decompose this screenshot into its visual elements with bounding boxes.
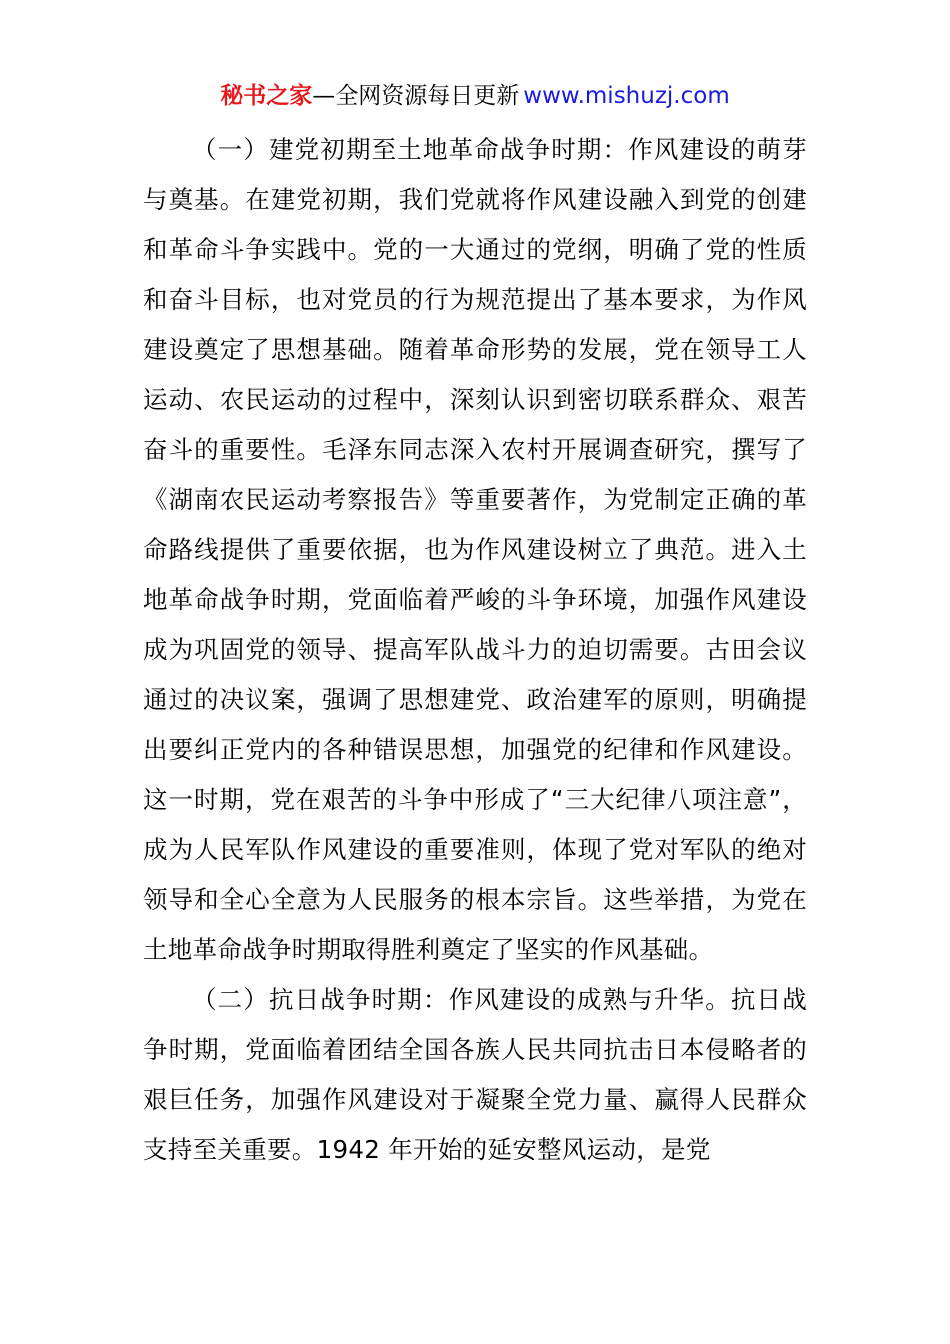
brand-name: 秘书之家	[220, 83, 313, 109]
header-tagline: —全网资源每日更新	[312, 83, 520, 109]
site-link[interactable]: www.mishuzj.com	[523, 83, 730, 109]
page-header	[0, 80, 950, 112]
document-body	[143, 125, 807, 1175]
paragraph-section-2: （二）抗日战争时期：作风建设的成熟与升华。抗日战争时期，党面临着团结全国各族人民共同抗击日本侵略者的艰巨任务，加强作风建设对于凝聚全党力量、赢得人民群众支持至关重要。1942 年开始的延安整风运动，是党	[143, 985, 807, 1164]
paragraph-section-1: （一）建党初期至土地革命战争时期：作风建设的萌芽与奠基。在建党初期，我们党就将作风建设融入到党的创建和革命斗争实践中。党的一大通过的党纲，明确了党的性质和奋斗目标，也对党员的行为规范提出了基本要求，为作风建设奠定了思想基础。随着革命形势的发展，党在领导工人运动、农民运动的过程中，深刻认识到密切联系群众、艰苦奋斗的重要性。毛泽东同志深入农村开展调查研究，撰写了《湖南农民运动考察报告》等重要著作，为党制定正确的革命路线提供了重要依据，也为作风建设树立了典范。进入土地革命战争时期，党面临着严峻的斗争环境，加强作风建设成为巩固党的领导、提高军队战斗力的迫切需要。古田会议通过的决议案，强调了思想建党、政治建军的原则，明确提出要纠正党内的各种错误思想，加强党的纪律和作风建设。这一时期，党在艰苦的斗争中形成了“三大纪律八项注意”，成为人民军队作风建设的重要准则，体现了党对军队的绝对领导和全心全意为人民服务的根本宗旨。这些举措，为党在土地革命战争时期取得胜利奠定了坚实的作风基础。	[143, 135, 807, 964]
